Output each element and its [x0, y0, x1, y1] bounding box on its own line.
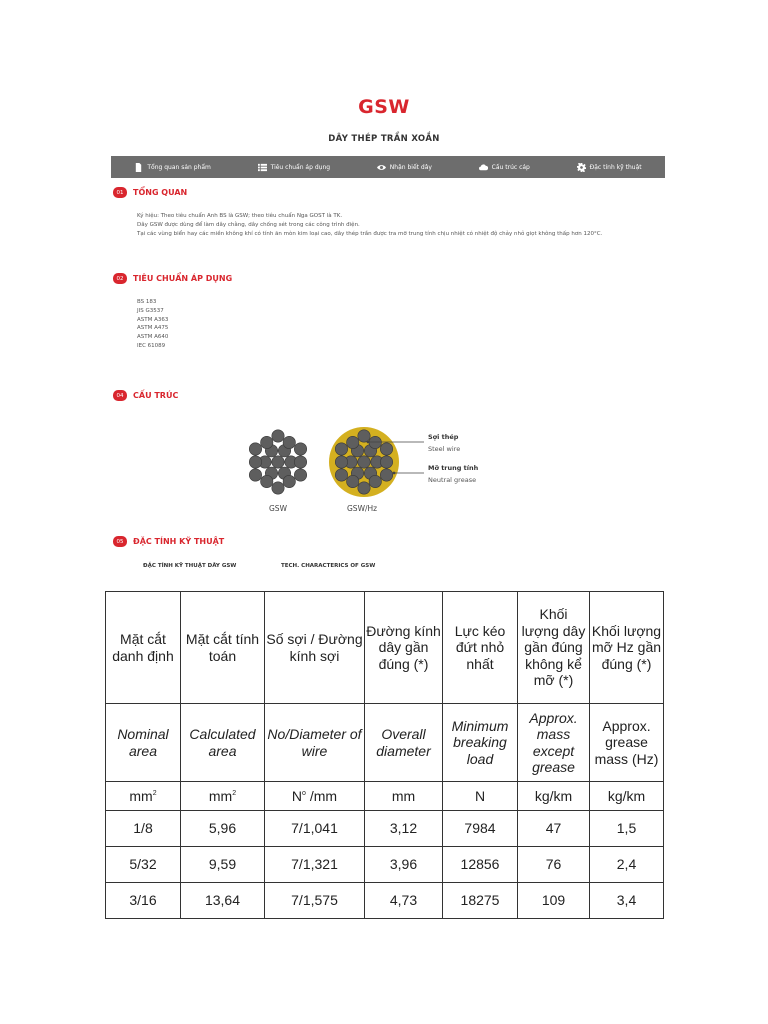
standard-item: JIS G3537: [137, 307, 164, 314]
standard-item: IEC 61089: [137, 342, 166, 349]
nav-item-standards[interactable]: [258, 163, 330, 172]
standard-item: ASTM A363: [137, 316, 169, 323]
header-cell: Mặt cắt danh định: [106, 592, 181, 704]
header-cell: Minimum breaking load: [443, 704, 518, 782]
table-header-row-vn: [106, 592, 664, 704]
header-cell: Approx. mass except grease: [518, 704, 590, 782]
header-cell: Đường kính dây gần đúng (*): [365, 592, 443, 704]
table-cell: 47: [518, 811, 590, 847]
nav-item-label: Tiêu chuẩn áp dụng: [270, 163, 331, 171]
table-cell: 7/1,321: [265, 847, 365, 883]
steel-wire-callout-dot: [367, 441, 370, 444]
table-cell: 4,73: [365, 883, 443, 919]
overview-line: Ký hiệu: Theo tiêu chuẩn Anh BS là GSW; theo tiêu chuẩn Nga GOST là TK.: [137, 213, 343, 219]
table-cell: 1,5: [590, 811, 664, 847]
grease-label-en: Neutral grease: [428, 476, 477, 484]
section-title: TỔNG QUAN: [133, 188, 188, 197]
overview-line: Tại các vùng biển hay các miền không khí có tính ăn mòn kim loại cao, dây thép trần được tra mỡ trung tính chịu nhiệt có nhiệt độ chảy nhỏ giọt không thấp hơn 120°C.: [137, 230, 603, 237]
steel-wire-label-vn: Sợi thép: [428, 433, 459, 441]
gsw-hz-wire: [380, 443, 392, 455]
unit-cell: $mm^2$: [106, 782, 181, 811]
nav-item-overview[interactable]: [134, 163, 211, 172]
table-cell: 7984: [443, 811, 518, 847]
gear-icon: [577, 163, 586, 172]
table-cell: 109: [518, 883, 590, 919]
table-cell: 12856: [443, 847, 518, 883]
table-cell: 7/1,041: [265, 811, 365, 847]
header-cell: Nominal area: [106, 704, 181, 782]
steel-wire-label-en: Steel wire: [428, 445, 461, 453]
section-title: ĐẶC TÍNH KỸ THUẬT: [133, 537, 225, 546]
nav-item-identify[interactable]: [377, 163, 432, 172]
standard-item: ASTM A640: [137, 334, 169, 341]
gsw-hz-wire: [380, 456, 392, 468]
gsw-label: GSW: [269, 504, 287, 513]
nav-item-label: Đặc tính kỹ thuật: [589, 163, 642, 171]
section-tech-header: [113, 536, 224, 547]
table-cell: 18275: [443, 883, 518, 919]
section-nav-bar: [111, 156, 665, 178]
header-cell: Lực kéo đứt nhỏ nhất: [443, 592, 518, 704]
unit-cell: kg/km: [518, 782, 590, 811]
table-cell: 3,12: [365, 811, 443, 847]
table-cell: 2,4: [590, 847, 664, 883]
grease-label-vn: Mỡ trung tính: [428, 464, 479, 472]
gsw-hz-wire: [358, 430, 370, 442]
section-standards-header: [113, 273, 232, 284]
table-row: [106, 847, 664, 883]
gsw-wire: [294, 469, 306, 481]
unit-cell: mm: [365, 782, 443, 811]
section-number-badge: 01: [113, 187, 127, 198]
table-cell: 5/32: [106, 847, 181, 883]
nav-item-label: Tổng quan sản phẩm: [147, 163, 211, 171]
grease-callout-dot: [393, 472, 396, 475]
section-title: CẤU TRÚC: [133, 391, 179, 400]
section-overview-header: [113, 187, 187, 198]
overview-text: [137, 212, 602, 238]
table-caption-vn: ĐẶC TÍNH KỸ THUẬT DÂY GSW: [143, 563, 237, 569]
gsw-wire: [249, 456, 261, 468]
gsw-hz-wire: [380, 469, 392, 481]
gsw-wire: [261, 436, 273, 448]
table-cell: 3,96: [365, 847, 443, 883]
gsw-hz-wire: [347, 436, 359, 448]
table-unit-row: [106, 782, 664, 811]
header-cell: No/Diameter of wire: [265, 704, 365, 782]
nav-item-label: Cấu trúc cáp: [491, 163, 530, 171]
standard-item: BS 183: [137, 299, 157, 305]
gsw-wire: [249, 469, 261, 481]
header-cell: Mặt cắt tính toán: [181, 592, 265, 704]
standards-list: [137, 298, 168, 351]
gsw-wire: [272, 430, 284, 442]
header-cell: Số sợi / Đường kính sợi: [265, 592, 365, 704]
table-header-row-en: [106, 704, 664, 782]
eye-icon: [377, 163, 386, 172]
header-cell: Calculated area: [181, 704, 265, 782]
table-row: [106, 811, 664, 847]
standard-item: ASTM A475: [137, 325, 169, 332]
gsw-wire: [249, 443, 261, 455]
table-row: [106, 883, 664, 919]
unit-cell: N: [443, 782, 518, 811]
list-icon: [258, 163, 267, 172]
gsw-hz-wire: [358, 482, 370, 494]
gsw-wire: [272, 482, 284, 494]
table-caption-en: TECH. CHARACTERICS OF GSW: [281, 563, 376, 569]
section-number-badge: 02: [113, 273, 127, 284]
tech-spec-table: [105, 591, 664, 919]
gsw-hz-wire: [335, 469, 347, 481]
section-number-badge: 04: [113, 390, 127, 401]
gsw-wire: [261, 475, 273, 487]
document-icon: [134, 163, 143, 172]
gsw-wire: [272, 456, 284, 468]
table-cell: 3,4: [590, 883, 664, 919]
header-cell: Khối lượng dây gần đúng không kể mỡ (*): [518, 592, 590, 704]
table-cell: 76: [518, 847, 590, 883]
cloud-icon: [479, 163, 488, 172]
table-cell: 13,64: [181, 883, 265, 919]
gsw-wire: [283, 436, 295, 448]
section-structure-header: [113, 390, 178, 401]
header-cell: Overall diameter: [365, 704, 443, 782]
table-cell: 9,59: [181, 847, 265, 883]
nav-item-label: Nhận biết dây: [389, 163, 432, 171]
table-cell: 7/1,575: [265, 883, 365, 919]
unit-cell: kg/km: [590, 782, 664, 811]
section-number-badge: 05: [113, 536, 127, 547]
gsw-wire: [283, 475, 295, 487]
nav-item-structure[interactable]: [479, 163, 530, 172]
overview-line: Dây GSW được dùng để làm dây chằng, dây chống sét trong các công trình điện.: [137, 221, 360, 228]
gsw-hz-wire: [347, 475, 359, 487]
cable-cross-section-diagram: [240, 418, 530, 526]
table-cell: 3/16: [106, 883, 181, 919]
gsw-hz-wire: [335, 443, 347, 455]
table-cell: 5,96: [181, 811, 265, 847]
gsw-hz-wire: [335, 456, 347, 468]
table-cell: 1/8: [106, 811, 181, 847]
unit-cell: $mm^2$: [181, 782, 265, 811]
gsw-wire: [294, 443, 306, 455]
section-title: TIÊU CHUẨN ÁP DỤNG: [133, 274, 233, 283]
unit-cell: $N^o$ /mm: [265, 782, 365, 811]
header-cell: Approx. grease mass (Hz): [590, 704, 664, 782]
gsw-hz-wire: [358, 456, 370, 468]
header-cell: Khối lượng mỡ Hz gần đúng (*): [590, 592, 664, 704]
brand-logo-text: GSW: [358, 96, 410, 118]
gsw-wire: [294, 456, 306, 468]
gsw-hz-wire: [369, 436, 381, 448]
page-subtitle: DÂY THÉP TRẦN XOẮN: [328, 134, 440, 144]
gsw-hz-label: GSW/Hz: [347, 504, 378, 513]
gsw-hz-wire: [369, 475, 381, 487]
nav-item-tech[interactable]: [577, 163, 642, 172]
